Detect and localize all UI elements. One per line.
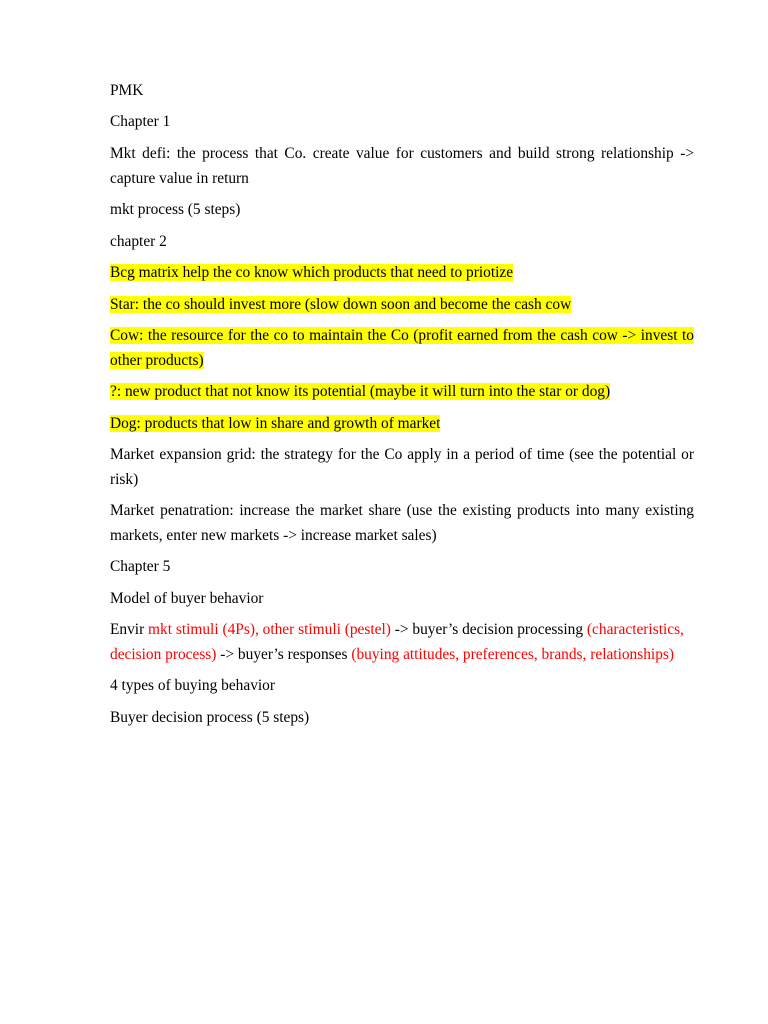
star-highlight: Star: the co should invest more (slow down soon and become the cash cow bbox=[110, 295, 572, 313]
market-penetration-note: Market penatration: increase the market share (use the existing products into many existing markets, enter new markets -> increase market sales) bbox=[110, 502, 694, 544]
doc-title: PMK bbox=[110, 82, 144, 99]
dog-note bbox=[110, 412, 694, 437]
model-buyer-behavior: Model of buyer behavior bbox=[110, 589, 264, 607]
envir-note bbox=[110, 618, 694, 667]
buyer-decision-process: Buyer decision process (5 steps) bbox=[110, 708, 310, 726]
envir-responses-red: (buying attitudes, preferences, brands, relationships) bbox=[351, 645, 675, 663]
chapter-2-heading: chapter 2 bbox=[110, 232, 167, 250]
envir-stimuli-red: mkt stimuli (4Ps), other stimuli (pestel) bbox=[148, 621, 391, 639]
chapter-5-heading: Chapter 5 bbox=[110, 558, 171, 576]
envir-text-2: -> buyer’s decision processing bbox=[390, 621, 587, 639]
envir-characteristics-red: (characteristics, decision process) bbox=[110, 621, 684, 663]
market-expansion-note: Market expansion grid: the strategy for the Co apply in a period of time (see the potential or risk) bbox=[110, 446, 694, 488]
star-note bbox=[110, 293, 694, 318]
document-page bbox=[110, 79, 694, 737]
four-types-buying: 4 types of buying behavior bbox=[110, 677, 275, 695]
question-note bbox=[110, 380, 694, 405]
mkt-process: mkt process (5 steps) bbox=[110, 201, 241, 219]
question-highlight: ?: new product that not know its potential (maybe it will turn into the star or dog) bbox=[110, 383, 611, 401]
envir-text-3: -> buyer’s responses bbox=[216, 645, 352, 663]
cow-note bbox=[110, 324, 694, 373]
chapter-1-heading: Chapter 1 bbox=[110, 113, 171, 131]
mkt-definition: Mkt defi: the process that Co. create value for customers and build strong relationship -> capture value in return bbox=[110, 144, 694, 187]
bcg-matrix-note bbox=[110, 261, 694, 286]
dog-highlight: Dog: products that low in share and growth of market bbox=[110, 414, 441, 432]
cow-highlight: Cow: the resource for the co to maintain the Co (profit earned from the cash cow -> invest to other products) bbox=[110, 326, 694, 369]
envir-text-1: Envir bbox=[110, 621, 149, 639]
bcg-highlight: Bcg matrix help the co know which products that need to priotize bbox=[110, 264, 514, 282]
